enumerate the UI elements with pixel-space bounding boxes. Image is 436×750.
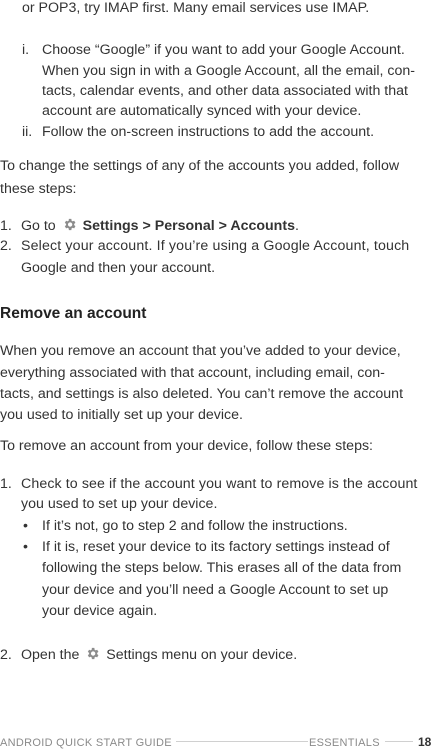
change-step-1-suffix: . (294, 218, 299, 234)
remove-step-2-prefix: Open the (21, 647, 80, 663)
substep-ii-line-1: Follow the on-screen instructions to add the account. (42, 124, 375, 140)
substep-i-line-4: account are automatically synced with your device. (42, 103, 362, 119)
change-step-2-marker: 2. (0, 238, 12, 254)
remove-step-2-suffix: Settings menu on your device. (106, 647, 298, 663)
substep-i-line-3: tacts, calendar events, and other data associated with that (42, 83, 408, 99)
page-number: 18 (418, 735, 432, 749)
bullet-1-line-1: If it’s not, go to step 2 and follow the instructions. (42, 518, 348, 534)
substep-i-line-1: Choose “Google” if you want to add your Google Account. (42, 42, 405, 58)
intro-text: or POP3, try IMAP first. Many email services use IMAP. (22, 0, 370, 16)
change-intro-line-1: To change the settings of any of the accounts you added, follow (0, 158, 400, 174)
remove-step-1-line-2: you used to set up your device. (21, 496, 218, 512)
remove-intro: To remove an account from your device, follow these steps: (0, 438, 373, 454)
change-step-1 (21, 216, 299, 236)
settings-gear-icon (62, 217, 77, 232)
remove-para-line-3: tacts, and settings is also deleted. You can’t remove the account (0, 386, 404, 402)
footer-divider (385, 741, 413, 742)
footer-section-name: ESSENTIALS (309, 737, 380, 749)
bullet-2-line-4: your device again. (42, 603, 158, 619)
remove-para-line-4: you used to initially set up your device. (0, 407, 243, 423)
change-step-1-marker: 1. (0, 218, 12, 234)
change-step-2-line-1: Select your account. If you’re using a Google Account, touch (21, 238, 410, 254)
bullet-2-line-2: following the steps below. This erases all of the data from (42, 560, 402, 576)
settings-gear-icon (85, 646, 100, 661)
bullet-marker: • (23, 518, 28, 534)
bullet-2-line-1: If it is, reset your device to its factory settings instead of (42, 539, 390, 555)
substep-marker-ii: ii. (22, 124, 33, 140)
bullet-marker: • (23, 539, 28, 555)
settings-path: Settings > Personal > Accounts (82, 218, 295, 234)
section-heading-remove-account: Remove an account (0, 305, 147, 322)
remove-step-1-line-1: Check to see if the account you want to remove is the account (21, 476, 418, 492)
remove-step-2 (21, 645, 297, 665)
remove-para-line-1: When you remove an account that you’ve added to your device, (0, 343, 401, 359)
change-intro-line-2: these steps: (0, 181, 77, 197)
footer-guide-title: ANDROID QUICK START GUIDE (0, 737, 172, 749)
change-step-1-prefix: Go to (21, 218, 56, 234)
substep-marker-i: i. (22, 42, 30, 58)
remove-step-1-marker: 1. (0, 476, 12, 492)
change-step-2-line-2: Google and then your account. (21, 260, 216, 276)
footer-divider (176, 741, 308, 742)
remove-step-2-marker: 2. (0, 647, 12, 663)
bullet-2-line-3: your device and you’ll need a Google Account to set up (42, 582, 389, 598)
remove-para-line-2: everything associated with that account, including email, con- (0, 365, 385, 381)
substep-i-line-2: When you sign in with a Google Account, all the email, con- (42, 63, 416, 79)
